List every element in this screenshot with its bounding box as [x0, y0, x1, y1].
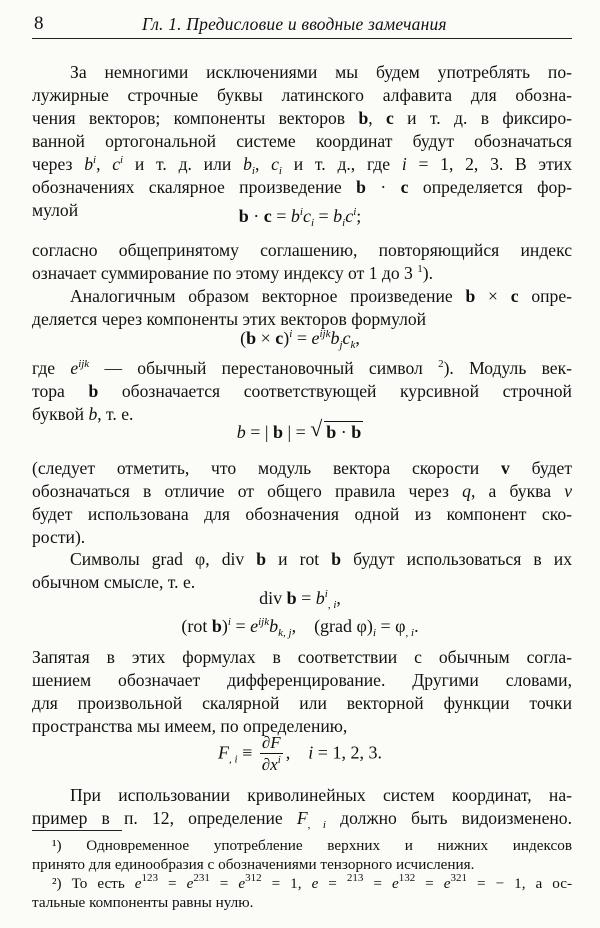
- text-line: Символы grad φ, div b и rot b будут использоваться в их: [70, 549, 573, 569]
- running-title: Гл. 1. Предисловие и вводные замечания: [142, 14, 447, 34]
- text-line: деляется через компоненты этих векторов формулой: [32, 309, 427, 329]
- text-line: рости).: [32, 527, 86, 547]
- text-line: шением обозначает дифференцирование. Другими словами,: [32, 670, 572, 690]
- text-line: Аналогичным образом векторное произведение b × c опре-: [70, 286, 572, 306]
- text-line: означает суммирование по этому индексу от 1 до 3 $^1$).: [32, 263, 434, 283]
- footnote-2: ²) То есть $e^{123} = e^{231} = e^{312} = 1$, $e = ^{213} = e^{132} = e^{321}$ = − 1, а ос-: [52, 872, 573, 892]
- text-line: будет использована для обозначения одной из компонент ско-: [32, 504, 572, 524]
- text-line: согласно общепринятому соглашению, повторяющийся индекс: [32, 240, 572, 260]
- footnote-1-cont: принято для единообразия с обозначениями тензорного исчисления.: [32, 856, 475, 873]
- text-line: обычном смысле, т. е.: [32, 572, 196, 592]
- text-line: буквой b, т. е.: [32, 404, 134, 424]
- page-header: [32, 10, 572, 39]
- text-line: чения векторов; компоненты векторов b, c и т. д. в фиксиро-: [32, 108, 573, 128]
- formula-divergence: div $b = b^i_{, i}$,: [259, 588, 341, 611]
- text-line: для произвольной скалярной или векторной функции точки: [32, 693, 572, 713]
- text-line: лужирные строчные буквы латинского алфавита для обозна-: [32, 85, 572, 105]
- page-number: 8: [34, 13, 44, 34]
- text-line: через $b^i$, $c^i$ и т. д. или $b_i$, $c_i$ и т. д., где i = 1, 2, 3. В этих: [32, 154, 572, 177]
- footnote-2-cont: тальные компоненты равны нулю.: [32, 894, 254, 911]
- text-line: Запятая в этих формулах в соответствии с обычным согла-: [32, 647, 572, 667]
- formula-partial-derivative: $F_{, i}$ ≡ $\frac{\partial F}{\partial x^i}$ , i = 1, 2, 3.: [218, 733, 382, 774]
- text-line: где $e^{ijk}$ — обычный перестановочный символ $^2$). Модуль век-: [32, 358, 573, 378]
- text-line: пример в п. 12, определение $F_{, i}$ должно быть видоизменено.: [32, 808, 573, 831]
- text-line: обозначениях скалярное произведение b · c определяется фор-: [32, 177, 572, 197]
- formula-dot-product: $b \cdot c = b^ic_i = b_ic^i$;: [238, 206, 362, 229]
- text-line: тора b обозначается соответствующей курсивной строчной: [32, 381, 572, 401]
- footnote-1: ¹) Одновременное употребление верхних и нижних индексов: [52, 837, 572, 854]
- text-line: пространства мы имеем, по определению,: [32, 716, 348, 736]
- text-line: (следует отметить, что модуль вектора скорости v будет: [32, 458, 573, 478]
- footnote-rule: [32, 830, 122, 831]
- formula-cross-product: $(b \times c)^i = e^{ijk}b_jc_k$,: [240, 328, 360, 351]
- formula-rot-grad: (rot $b)^i = e^{ijk}b_{k, j}$, (grad $\varphi)_i = \varphi_{, i}$.: [181, 616, 419, 639]
- text-line: За немногими исключениями мы будем употреблять по-: [70, 62, 572, 82]
- text-line: мулой: [32, 200, 79, 220]
- text-line: ванной ортогональной системе координат будут обозначаться: [32, 131, 572, 151]
- text-line: При использовании криволинейных систем координат, на-: [70, 785, 572, 805]
- formula-modulus: b = | b | = √ b · b: [236, 416, 362, 442]
- text-line: обозначаться в отличие от общего правила через q, а буква v: [32, 481, 573, 501]
